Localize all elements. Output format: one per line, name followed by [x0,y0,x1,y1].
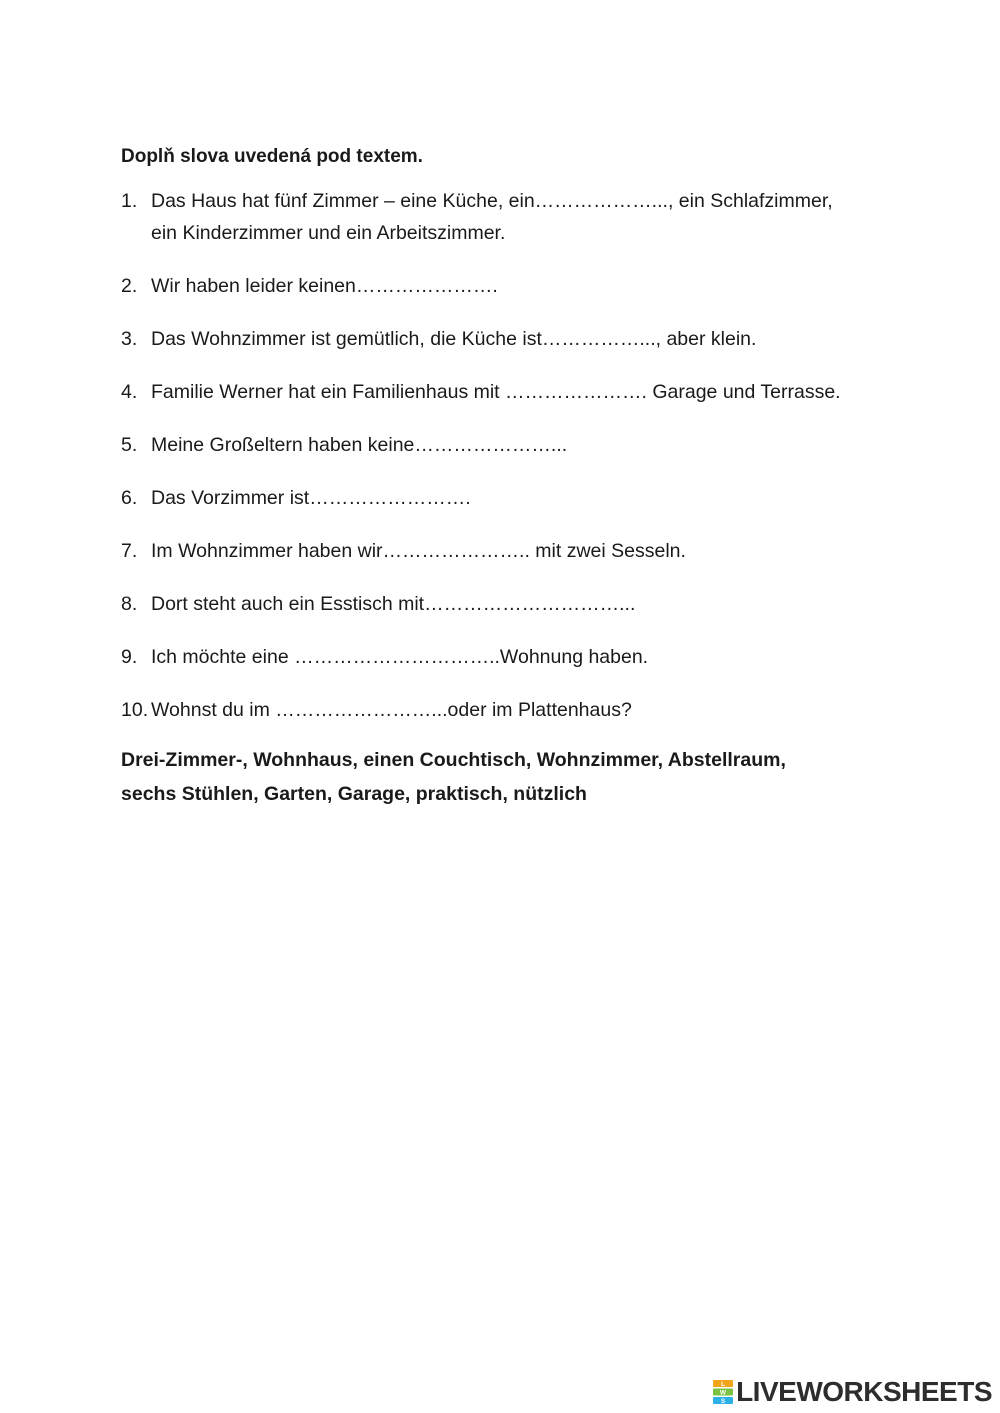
item-number: 9. [121,646,138,668]
item-text: Wohnst du im ……………………...oder im Plattenhaus? [151,699,632,721]
item-text: Im Wohnzimmer haben wir………………….. mit zwei Sesseln. [151,540,686,562]
item-number: 3. [121,328,138,350]
exercise-item-10 [121,694,861,726]
item-number: 6. [121,487,138,509]
item-number: 7. [121,540,138,562]
worksheet [121,143,861,811]
item-number: 8. [121,593,138,615]
liveworksheets-logo [712,1377,992,1407]
exercise-item-1 [121,185,861,249]
exercise-item-5 [121,429,861,461]
item-text: Wir haben leider keinen…………………. [151,275,498,297]
item-number: 10. [121,699,149,721]
item-text: Das Haus hat fünf Zimmer – eine Küche, ein………………..., ein Schlafzimmer, ein Kinderzimmer und ein Arbeitszimmer. [151,190,833,244]
item-text: Das Wohnzimmer ist gemütlich, die Küche ist……………..., aber klein. [151,328,757,350]
item-text: Ich möchte eine …………………………..Wohnung haben. [151,646,649,668]
item-number: 1. [121,190,138,212]
item-text: Dort steht auch ein Esstisch mit…………………………... [151,593,636,615]
item-text: Das Vorzimmer ist……………………. [151,487,471,509]
exercise-item-8 [121,588,861,620]
svg-text:L: L [721,1381,726,1388]
exercise-item-3 [121,323,861,355]
instruction-heading: Doplň slova uvedená pod textem. [121,146,423,167]
exercise-item-9 [121,641,861,673]
item-text: Familie Werner hat ein Familienhaus mit …………………. Garage und Terrasse. [151,381,841,403]
liveworksheets-logo-text: LIVEWORKSHEETS [736,1376,992,1407]
exercise-item-4 [121,376,861,408]
exercise-item-6 [121,482,861,514]
svg-text:S: S [720,1398,726,1405]
exercise-item-2 [121,270,861,302]
word-bank: Drei-Zimmer-, Wohnhaus, einen Couchtisch, Wohnzimmer, Abstellraum, sechs Stühlen, Garten, Garage, praktisch, nützlich [121,749,786,805]
liveworksheets-logo-icon [712,1379,734,1405]
exercise-item-7 [121,535,861,567]
exercise-list [121,185,861,726]
item-number: 2. [121,275,138,297]
item-number: 5. [121,434,138,456]
item-number: 4. [121,381,138,403]
svg-text:W: W [720,1389,727,1397]
item-text: Meine Großeltern haben keine…………………... [151,434,568,456]
